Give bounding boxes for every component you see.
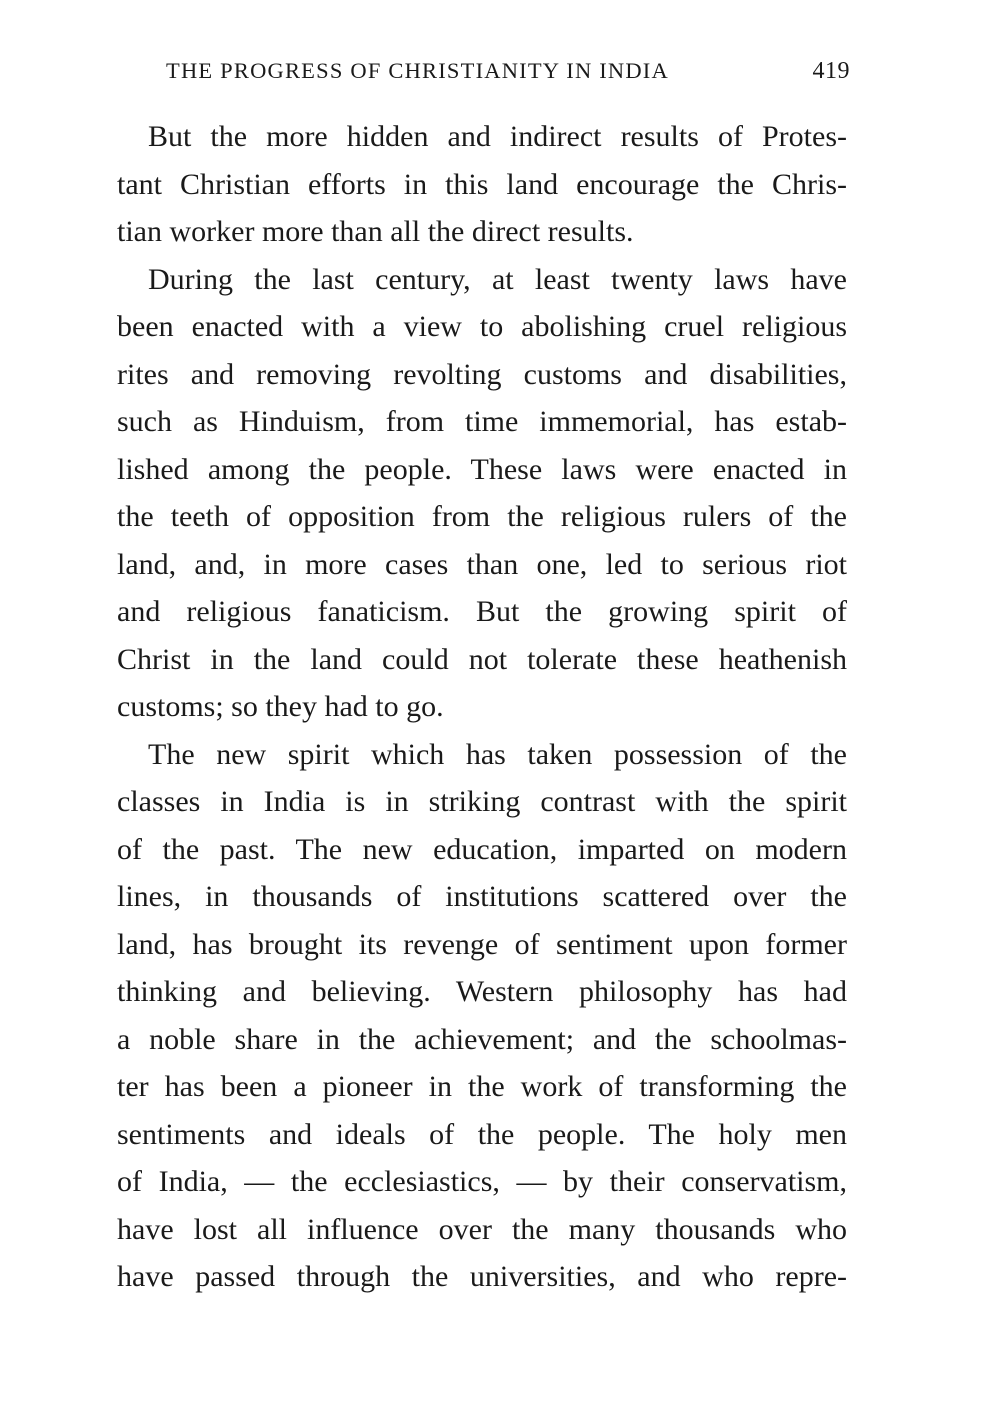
running-head	[166, 58, 850, 90]
text-line: During the last century, at least twenty laws have	[148, 262, 847, 296]
text-line: have passed through the universities, and who repre-	[117, 1260, 847, 1293]
text-line: of the past. The new education, imparted on modern	[117, 832, 847, 866]
text-line: rites and removing revolting customs and disabilities,	[117, 357, 847, 391]
text-line: have lost all influence over the many thousands who	[117, 1212, 847, 1246]
page-number: 419	[812, 58, 850, 84]
text-line: been enacted with a view to abolishing cruel religious	[117, 310, 847, 343]
text-line: The new spirit which has taken possession of the	[148, 737, 847, 771]
text-line: of India, — the ecclesiastics, — by their conservatism,	[117, 1165, 847, 1198]
text-line: customs; so they had to go.	[117, 690, 444, 723]
text-line: tian worker more than all the direct results.	[117, 215, 634, 248]
text-line: land, and, in more cases than one, led to serious riot	[117, 547, 847, 581]
text-line: the teeth of opposition from the religious rulers of the	[117, 500, 847, 533]
text-line: tant Christian efforts in this land encourage the Chris-	[117, 167, 847, 201]
text-line: land, has brought its revenge of sentiment upon former	[117, 927, 847, 961]
text-line: lines, in thousands of institutions scattered over the	[117, 880, 847, 913]
body-text	[117, 113, 847, 1301]
text-line: ter has been a pioneer in the work of transforming the	[117, 1070, 847, 1103]
text-line: But the more hidden and indirect results of Protes-	[148, 120, 847, 153]
running-title: THE PROGRESS OF CHRISTIANITY IN INDIA	[166, 58, 669, 83]
paragraph	[117, 256, 847, 731]
text-line: sentiments and ideals of the people. The holy men	[117, 1117, 847, 1151]
text-line: classes in India is in striking contrast with the spirit	[117, 785, 847, 818]
text-line: thinking and believing. Western philosophy has had	[117, 975, 847, 1008]
paragraph	[117, 113, 847, 256]
paragraph	[117, 731, 847, 1301]
text-line: and religious fanaticism. But the growing spirit of	[117, 595, 847, 628]
text-line: a noble share in the achievement; and the schoolmas-	[117, 1022, 847, 1056]
text-line: lished among the people. These laws were enacted in	[117, 452, 847, 486]
text-line: Christ in the land could not tolerate these heathenish	[117, 642, 847, 676]
text-line: such as Hinduism, from time immemorial, has estab-	[117, 405, 847, 438]
